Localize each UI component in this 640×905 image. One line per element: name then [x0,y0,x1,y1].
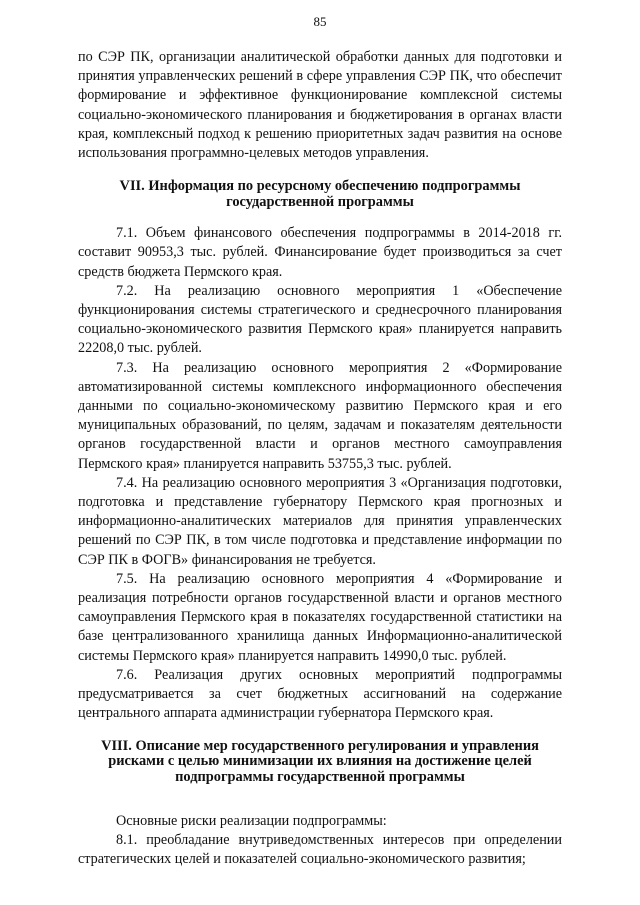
section-7-heading [78,179,562,210]
paragraph-7-3: 7.3. На реализацию основного мероприятия 2 «Формирование автоматизированной системы комплексного информационного обеспечения данными по социально-экономическому развитию Пермского края и его муниципальных образований, по целям, задачам и показателям деятельности органов государственной власти и органов местного самоуправления Пермского края» планируется направить 53755,3 тыс. рублей. [78,359,562,472]
page-number: 85 [313,14,327,29]
section-8-heading-line: VIII. Описание мер государственного регулирования и управления [101,737,539,754]
risks-intro-paragraph: Основные риски реализации подпрограммы: [116,813,387,829]
paragraph-7-1: 7.1. Объем финансового обеспечения подпрограммы в 2014-2018 гг. составит 90953,3 тыс. рублей. Финансирование будет производиться за счет средств бюджета Пермского края. [78,225,562,280]
intro-paragraph: по СЭР ПК, организации аналитической обработки данных для подготовки и принятия управленческих решений в сфере управления СЭР ПК, что обеспечит формирование и эффективное функционирование комплексной системы социально-экономического планирования и бюджетирования в органах власти края, комплексный подход к решению приоритетных задач развития на основе использования программно-целевых методов управления. [78,49,562,162]
section-8-heading [78,739,562,786]
section-7-heading-line: VII. Информация по ресурсному обеспечению подпрограммы [119,178,521,195]
paragraph-7-4: 7.4. На реализацию основного мероприятия 3 «Организация подготовки, подготовка и представление губернатору Пермского края прогнозных и информационно-аналитических материалов для принятия управленческих решений по СЭР ПК, в том числе подготовка и представление информации по СЭР ПК в ФОГВ» финансирования не требуется. [78,474,562,568]
section-8-heading-line: подпрограммы государственной программы [175,768,465,785]
paragraph-7-2: 7.2. На реализацию основного мероприятия 1 «Обеспечение функционирования системы стратегического и среднесрочного планирования социально-экономического развития Пермского края» планируется направить 22208,0 тыс. рублей. [78,282,562,357]
paragraph-7-5: 7.5. На реализацию основного мероприятия 4 «Формирование и реализация потребности органов государственной власти и органов местного самоуправления Пермского края в показателях государственной статистики на базе централизованного хранилища данных Информационно-аналитической системы Пермского края» планируется направить 14990,0 тыс. рублей. [78,570,562,664]
paragraph-7-6: 7.6. Реализация других основных мероприятий подпрограммы предусматривается за счет бюджетных ассигнований на содержание центрального аппарата администрации губернатора Пермского края. [78,666,562,722]
document-page [78,14,562,870]
section-7-heading-line: государственной программы [226,193,414,210]
section-8-heading-line: рисками с целью минимизации их влияния на достижение целей [108,753,532,769]
paragraph-8-1: 8.1. преобладание внутриведомственных интересов при определении стратегических целей и показателей социально-экономического развития; [78,832,562,868]
